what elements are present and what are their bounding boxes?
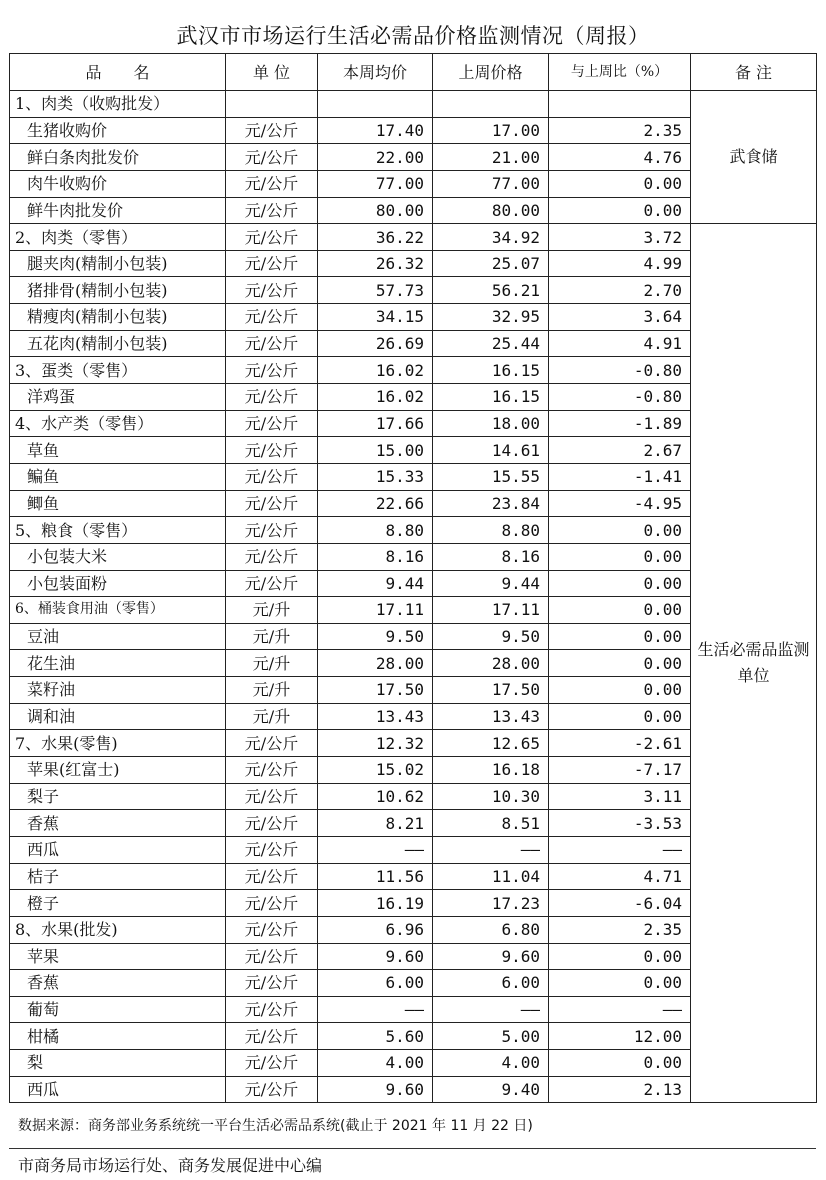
row-name: 柑橘 <box>10 1023 226 1050</box>
row-change: 0.00 <box>549 170 691 197</box>
row-unit: 元/公斤 <box>226 1023 318 1050</box>
row-this-week: 4.00 <box>318 1050 433 1077</box>
row-last-week: 8.80 <box>433 517 549 544</box>
row-unit: 元/升 <box>226 650 318 677</box>
row-unit: 元/升 <box>226 623 318 650</box>
row-this-week: —— <box>318 996 433 1023</box>
row-this-week: 17.50 <box>318 677 433 704</box>
row-last-week: 15.55 <box>433 463 549 490</box>
row-unit: 元/公斤 <box>226 144 318 171</box>
row-unit: 元/公斤 <box>226 996 318 1023</box>
row-last-week: 6.80 <box>433 916 549 943</box>
header-unit: 单 位 <box>226 54 318 91</box>
row-change: 2.70 <box>549 277 691 304</box>
row-unit: 元/公斤 <box>226 943 318 970</box>
row-change: —— <box>549 996 691 1023</box>
row-unit: 元/公斤 <box>226 1076 318 1103</box>
row-unit: 元/公斤 <box>226 570 318 597</box>
row-name: 猪排骨(精制小包装) <box>10 277 226 304</box>
row-change: -4.95 <box>549 490 691 517</box>
row-last-week: 77.00 <box>433 170 549 197</box>
row-name: 5、粮食（零售） <box>10 517 226 544</box>
row-name: 8、水果(批发) <box>10 916 226 943</box>
row-unit: 元/公斤 <box>226 863 318 890</box>
row-name: 腿夹肉(精制小包装) <box>10 250 226 277</box>
row-name: 4、水产类（零售） <box>10 410 226 437</box>
row-change: 4.71 <box>549 863 691 890</box>
row-name: 精瘦肉(精制小包装) <box>10 304 226 331</box>
row-name: 肉牛收购价 <box>10 170 226 197</box>
row-name: 7、水果(零售) <box>10 730 226 757</box>
row-last-week: 17.00 <box>433 117 549 144</box>
row-change: 0.00 <box>549 543 691 570</box>
row-this-week: 9.60 <box>318 1076 433 1103</box>
row-change: 12.00 <box>549 1023 691 1050</box>
row-change: -6.04 <box>549 890 691 917</box>
row-name: 生猪收购价 <box>10 117 226 144</box>
row-unit: 元/公斤 <box>226 304 318 331</box>
row-name: 梨 <box>10 1050 226 1077</box>
row-last-week: 16.15 <box>433 357 549 384</box>
row-last-week: 6.00 <box>433 970 549 997</box>
row-name: 鳊鱼 <box>10 463 226 490</box>
row-last-week: 34.92 <box>433 224 549 251</box>
header-this-week: 本周均价 <box>318 54 433 91</box>
row-this-week: 34.15 <box>318 304 433 331</box>
row-this-week: 17.40 <box>318 117 433 144</box>
row-change: 4.99 <box>549 250 691 277</box>
row-name: 菜籽油 <box>10 677 226 704</box>
row-name: 西瓜 <box>10 836 226 863</box>
row-last-week: 16.15 <box>433 384 549 411</box>
row-change: -0.80 <box>549 384 691 411</box>
row-name: 桔子 <box>10 863 226 890</box>
row-unit: 元/公斤 <box>226 730 318 757</box>
row-this-week <box>318 91 433 118</box>
row-name: 鲫鱼 <box>10 490 226 517</box>
row-name: 鲜白条肉批发价 <box>10 144 226 171</box>
row-this-week: 6.00 <box>318 970 433 997</box>
row-last-week: 80.00 <box>433 197 549 224</box>
row-change: -1.41 <box>549 463 691 490</box>
row-this-week: —— <box>318 836 433 863</box>
page-title: 武汉市市场运行生活必需品价格监测情况（周报） <box>176 24 650 48</box>
row-change <box>549 91 691 118</box>
row-this-week: 57.73 <box>318 277 433 304</box>
row-last-week: 5.00 <box>433 1023 549 1050</box>
row-name: 小包装面粉 <box>10 570 226 597</box>
row-this-week: 13.43 <box>318 703 433 730</box>
row-unit: 元/公斤 <box>226 170 318 197</box>
row-change: -0.80 <box>549 357 691 384</box>
row-last-week: 25.07 <box>433 250 549 277</box>
row-name: 橙子 <box>10 890 226 917</box>
row-this-week: 26.69 <box>318 330 433 357</box>
row-name: 香蕉 <box>10 970 226 997</box>
row-this-week: 8.80 <box>318 517 433 544</box>
row-this-week: 15.00 <box>318 437 433 464</box>
row-unit: 元/公斤 <box>226 810 318 837</box>
row-last-week: 8.51 <box>433 810 549 837</box>
row-this-week: 12.32 <box>318 730 433 757</box>
row-change: -1.89 <box>549 410 691 437</box>
row-unit: 元/公斤 <box>226 330 318 357</box>
row-change: 3.72 <box>549 224 691 251</box>
row-name: 西瓜 <box>10 1076 226 1103</box>
row-last-week: 14.61 <box>433 437 549 464</box>
row-name: 小包装大米 <box>10 543 226 570</box>
row-this-week: 16.19 <box>318 890 433 917</box>
row-this-week: 9.60 <box>318 943 433 970</box>
row-this-week: 22.66 <box>318 490 433 517</box>
row-this-week: 22.00 <box>318 144 433 171</box>
header-change: 与上周比（%） <box>549 54 691 91</box>
row-unit: 元/公斤 <box>226 117 318 144</box>
row-last-week: 18.00 <box>433 410 549 437</box>
row-this-week: 17.66 <box>318 410 433 437</box>
row-name: 五花肉(精制小包装) <box>10 330 226 357</box>
row-last-week: 9.60 <box>433 943 549 970</box>
row-unit: 元/公斤 <box>226 543 318 570</box>
row-name: 葡萄 <box>10 996 226 1023</box>
row-change: 3.64 <box>549 304 691 331</box>
row-this-week: 15.33 <box>318 463 433 490</box>
row-this-week: 28.00 <box>318 650 433 677</box>
row-this-week: 11.56 <box>318 863 433 890</box>
row-name: 草鱼 <box>10 437 226 464</box>
row-name: 6、桶装食用油（零售） <box>10 597 226 624</box>
row-name: 梨子 <box>10 783 226 810</box>
row-last-week: 21.00 <box>433 144 549 171</box>
row-change: 0.00 <box>549 943 691 970</box>
row-unit: 元/公斤 <box>226 517 318 544</box>
price-table <box>9 53 817 1103</box>
row-unit: 元/公斤 <box>226 890 318 917</box>
row-name: 2、肉类（零售） <box>10 224 226 251</box>
row-change: —— <box>549 836 691 863</box>
row-change: 0.00 <box>549 1050 691 1077</box>
row-this-week: 10.62 <box>318 783 433 810</box>
category-row <box>10 224 817 251</box>
row-change: 2.67 <box>549 437 691 464</box>
row-last-week: 16.18 <box>433 757 549 784</box>
row-name: 调和油 <box>10 703 226 730</box>
row-this-week: 77.00 <box>318 170 433 197</box>
editor-credit: 市商务局市场运行处、商务发展促进中心编 <box>18 1156 323 1175</box>
row-this-week: 26.32 <box>318 250 433 277</box>
row-unit: 元/公斤 <box>226 916 318 943</box>
row-name: 花生油 <box>10 650 226 677</box>
row-change: 2.35 <box>549 916 691 943</box>
row-change: 0.00 <box>549 623 691 650</box>
row-this-week: 17.11 <box>318 597 433 624</box>
row-unit: 元/升 <box>226 703 318 730</box>
row-last-week: —— <box>433 996 549 1023</box>
row-change: -7.17 <box>549 757 691 784</box>
row-this-week: 16.02 <box>318 357 433 384</box>
row-last-week: 8.16 <box>433 543 549 570</box>
row-unit: 元/公斤 <box>226 410 318 437</box>
row-this-week: 8.21 <box>318 810 433 837</box>
row-unit: 元/公斤 <box>226 1050 318 1077</box>
row-change: 2.13 <box>549 1076 691 1103</box>
row-last-week: 28.00 <box>433 650 549 677</box>
note-wushichu: 武食储 <box>691 91 817 224</box>
row-unit <box>226 91 318 118</box>
row-this-week: 16.02 <box>318 384 433 411</box>
row-last-week: —— <box>433 836 549 863</box>
note-monitor-unit: 生活必需品监测单位 <box>691 224 817 1103</box>
row-name: 1、肉类（收购批发） <box>10 91 226 118</box>
row-unit: 元/公斤 <box>226 384 318 411</box>
table-header-row <box>10 54 817 91</box>
row-unit: 元/公斤 <box>226 836 318 863</box>
row-change: 0.00 <box>549 597 691 624</box>
row-name: 鲜牛肉批发价 <box>10 197 226 224</box>
row-last-week: 13.43 <box>433 703 549 730</box>
row-this-week: 6.96 <box>318 916 433 943</box>
row-last-week: 25.44 <box>433 330 549 357</box>
data-source: 数据来源：商务部业务系统统一平台生活必需品系统(截止于 2021 年 11 月 22 日) <box>18 1118 533 1134</box>
row-unit: 元/公斤 <box>226 463 318 490</box>
row-last-week: 4.00 <box>433 1050 549 1077</box>
row-last-week: 17.50 <box>433 677 549 704</box>
row-unit: 元/公斤 <box>226 783 318 810</box>
row-change: 2.35 <box>549 117 691 144</box>
category-row <box>10 91 817 118</box>
row-unit: 元/公斤 <box>226 490 318 517</box>
row-change: 0.00 <box>549 517 691 544</box>
row-change: 4.91 <box>549 330 691 357</box>
row-name: 苹果 <box>10 943 226 970</box>
header-last-week: 上周价格 <box>433 54 549 91</box>
row-change: -2.61 <box>549 730 691 757</box>
row-this-week: 15.02 <box>318 757 433 784</box>
row-last-week <box>433 91 549 118</box>
row-last-week: 11.04 <box>433 863 549 890</box>
row-last-week: 56.21 <box>433 277 549 304</box>
row-name: 3、蛋类（零售） <box>10 357 226 384</box>
row-name: 豆油 <box>10 623 226 650</box>
header-name: 品 名 <box>10 54 226 91</box>
row-change: 0.00 <box>549 970 691 997</box>
row-change: 0.00 <box>549 570 691 597</box>
row-this-week: 8.16 <box>318 543 433 570</box>
row-change: 0.00 <box>549 650 691 677</box>
row-change: 0.00 <box>549 703 691 730</box>
row-last-week: 12.65 <box>433 730 549 757</box>
row-last-week: 32.95 <box>433 304 549 331</box>
row-unit: 元/公斤 <box>226 197 318 224</box>
row-unit: 元/公斤 <box>226 277 318 304</box>
row-change: 4.76 <box>549 144 691 171</box>
row-unit: 元/公斤 <box>226 970 318 997</box>
row-unit: 元/升 <box>226 677 318 704</box>
row-unit: 元/公斤 <box>226 224 318 251</box>
row-name: 香蕉 <box>10 810 226 837</box>
header-note: 备 注 <box>691 54 817 91</box>
row-this-week: 5.60 <box>318 1023 433 1050</box>
row-last-week: 9.50 <box>433 623 549 650</box>
row-unit: 元/公斤 <box>226 757 318 784</box>
row-name: 洋鸡蛋 <box>10 384 226 411</box>
row-this-week: 80.00 <box>318 197 433 224</box>
row-change: 0.00 <box>549 677 691 704</box>
row-change: 0.00 <box>549 197 691 224</box>
row-name: 苹果(红富士) <box>10 757 226 784</box>
row-unit: 元/公斤 <box>226 437 318 464</box>
row-unit: 元/公斤 <box>226 357 318 384</box>
divider <box>9 1148 816 1149</box>
row-last-week: 23.84 <box>433 490 549 517</box>
row-last-week: 17.11 <box>433 597 549 624</box>
row-last-week: 9.40 <box>433 1076 549 1103</box>
row-change: 3.11 <box>549 783 691 810</box>
row-last-week: 17.23 <box>433 890 549 917</box>
row-this-week: 9.50 <box>318 623 433 650</box>
row-unit: 元/公斤 <box>226 250 318 277</box>
row-unit: 元/升 <box>226 597 318 624</box>
row-this-week: 9.44 <box>318 570 433 597</box>
row-this-week: 36.22 <box>318 224 433 251</box>
row-last-week: 9.44 <box>433 570 549 597</box>
row-change: -3.53 <box>549 810 691 837</box>
row-last-week: 10.30 <box>433 783 549 810</box>
